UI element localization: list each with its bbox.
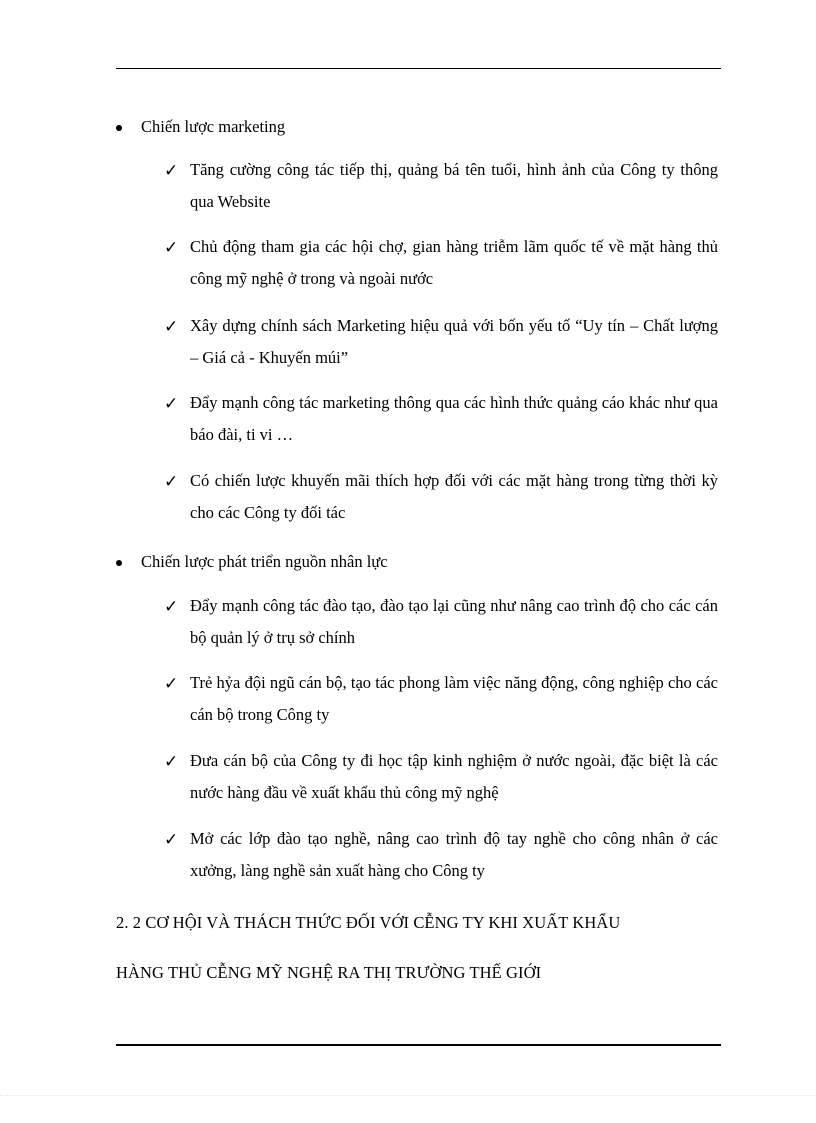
list-item-text: Xây dựng chính sách Marketing hiệu quả với bốn yếu tố “Uy tín – Chất lượng – Giá cả - Khuyến múi”: [190, 316, 718, 367]
check-mark-icon: ✓: [164, 317, 179, 337]
page-edge-line: [0, 1095, 816, 1097]
bullet-dot-icon: [116, 560, 122, 566]
section-heading-line-2: HÀNG THỦ CỄNG MỸ NGHỆ RA THỊ TRƯỜNG THẾ GIỚI: [116, 963, 542, 982]
list-item-text: Đẩy mạnh công tác marketing thông qua các hình thức quảng cáo khác như qua báo đài, ti vi …: [190, 393, 718, 444]
check-mark-icon: ✓: [164, 597, 179, 617]
check-mark-icon: ✓: [164, 830, 179, 850]
list-item-text: Trẻ hỷa đội ngũ cán bộ, tạo tác phong làm việc năng động, công nghiệp cho các cán bộ trong Công ty: [190, 673, 718, 724]
list-item-text: Chủ động tham gia các hội chợ, gian hàng triễm lãm quốc tế về mặt hàng thủ công mỹ nghệ ở trong và ngoài nước: [190, 237, 718, 288]
check-mark-icon: ✓: [164, 161, 179, 181]
list-item-text: Có chiến lược khuyến mãi thích hợp đối với các mặt hàng trong từng thời kỳ cho các Công ty đối tác: [190, 471, 718, 522]
check-mark-icon: ✓: [164, 394, 179, 414]
list-item-text: Mở các lớp đào tạo nghề, nâng cao trình độ tay nghề cho công nhân ở các xưởng, làng nghề sản xuất hàng cho Công ty: [190, 829, 718, 880]
check-mark-icon: ✓: [164, 472, 179, 492]
check-mark-icon: ✓: [164, 752, 179, 772]
section-marketing-title: [116, 115, 716, 139]
section-title-text: Chiến lược marketing: [141, 117, 286, 136]
check-mark-icon: ✓: [164, 238, 179, 258]
section-heading-line-1: 2. 2 CƠ HỘI VÀ THÁCH THỨC ĐỐI VỚI CỄNG TY KHI XUẤT KHẨU: [116, 913, 621, 932]
list-item-text: Tăng cường công tác tiếp thị, quảng bá tên tuổi, hình ảnh của Công ty thông qua Website: [190, 160, 718, 211]
footer-rule: [116, 1044, 721, 1046]
bullet-dot-icon: [116, 125, 122, 131]
check-mark-icon: ✓: [164, 674, 179, 694]
section-title-text: Chiến lược phát triển nguồn nhân lực: [141, 552, 388, 571]
section-hr-title: [116, 550, 716, 574]
list-item-text: Đẩy mạnh công tác đào tạo, đào tạo lại cũng như nâng cao trình độ cho các cán bộ quản lý ở trụ sở chính: [190, 596, 718, 647]
header-rule: [116, 68, 721, 69]
list-item-text: Đưa cán bộ của Công ty đi học tập kinh nghiệm ở nước ngoài, đặc biệt là các nước hàng đầu về xuất khẩu thủ công mỹ nghệ: [190, 751, 718, 802]
